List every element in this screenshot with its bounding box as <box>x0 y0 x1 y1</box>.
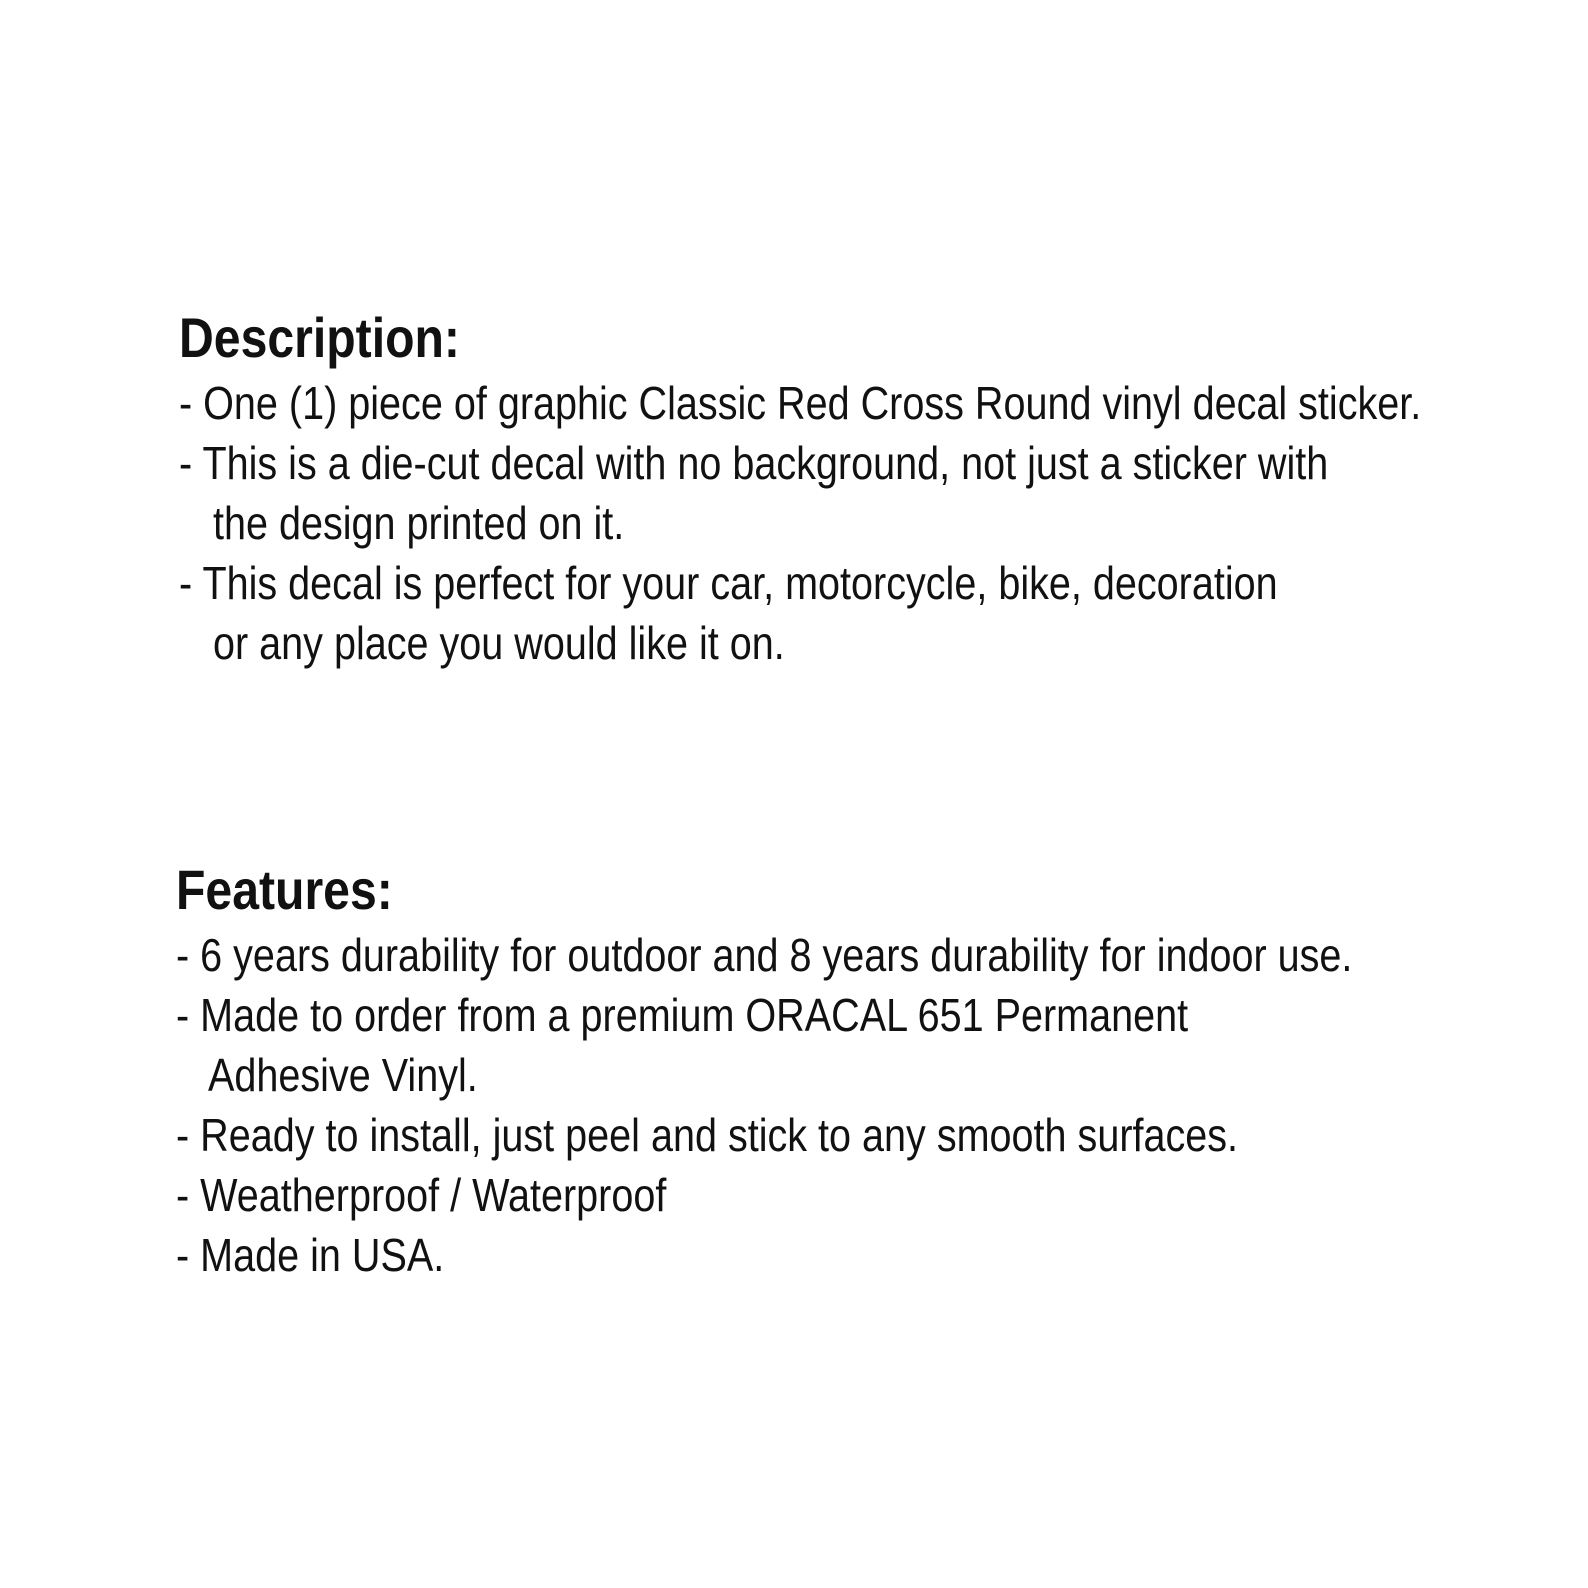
description-line-continuation: or any place you would like it on. <box>213 617 785 669</box>
features-line: - Made to order from a premium ORACAL 651 Permanent <box>176 989 1189 1041</box>
description-line-continuation: the design printed on it. <box>213 497 625 549</box>
features-line-continuation: Adhesive Vinyl. <box>208 1049 478 1101</box>
description-line: - This is a die-cut decal with no background, not just a sticker with <box>179 437 1329 489</box>
features-line: - Made in USA. <box>176 1229 445 1281</box>
features-line: - Weatherproof / Waterproof <box>176 1169 667 1221</box>
description-heading: Description: <box>179 306 460 369</box>
description-line: - One (1) piece of graphic Classic Red Cross Round vinyl decal sticker. <box>179 377 1422 429</box>
features-heading: Features: <box>176 858 393 921</box>
description-line: - This decal is perfect for your car, motorcycle, bike, decoration <box>179 557 1278 609</box>
features-line: - Ready to install, just peel and stick to any smooth surfaces. <box>176 1109 1239 1161</box>
features-line: - 6 years durability for outdoor and 8 years durability for indoor use. <box>176 929 1353 981</box>
